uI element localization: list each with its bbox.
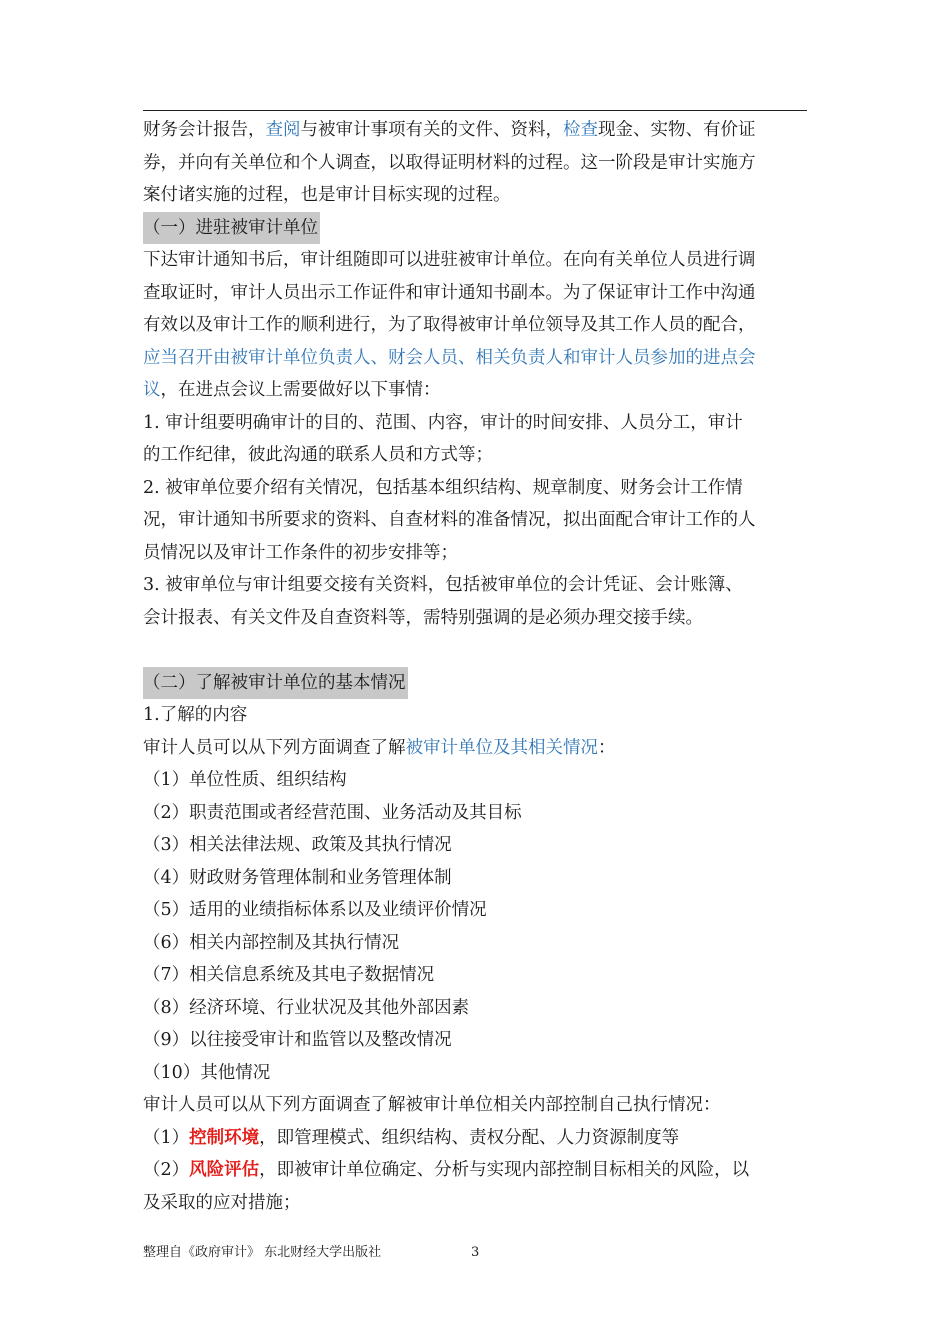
- paragraph-line: 券，并向有关单位和个人调查，以取得证明材料的过程。这一阶段是审计实施方: [143, 152, 756, 173]
- paragraph-line: 议，在进点会议上需要做好以下事情：: [143, 380, 441, 400]
- list-item: 的工作纪律，彼此沟通的联系人员和方式等；: [143, 445, 493, 465]
- document-body: [143, 114, 809, 1219]
- emphasis-risk-assessment: 风险评估: [189, 1160, 260, 1180]
- list-item: （7）相关信息系统及其电子数据情况: [143, 965, 435, 985]
- highlight-unit: 被审计单位及其相关情况: [405, 737, 598, 758]
- header-rule: [143, 110, 807, 111]
- highlight-meeting: 应当召开由被审计单位负责人、财会人员、相关负责人和审计人员参加的进点会: [143, 347, 756, 368]
- emphasis-control-environment: 控制环境: [189, 1127, 260, 1148]
- section-heading-1: （一）进驻被审计单位: [143, 212, 809, 245]
- paragraph-line: 有效以及审计工作的顺利进行，为了取得被审计单位领导及其工作人员的配合，: [143, 315, 756, 335]
- paragraph-line: 财务会计报告，查阅与被审计事项有关的文件、资料，检查现金、实物、有价证: [143, 120, 756, 140]
- section-heading-2: （二）了解被审计单位的基本情况: [143, 667, 809, 700]
- list-item: （9）以往接受审计和监管以及整改情况: [143, 1030, 452, 1050]
- list-item: 1. 审计组要明确审计的目的、范围、内容，审计的时间安排、人员分工，审计: [143, 412, 743, 433]
- list-item: （8）经济环境、行业状况及其他外部因素: [143, 997, 470, 1018]
- list-item: （1）控制环境，即管理模式、组织结构、责权分配、人力资源制度等: [143, 1127, 680, 1148]
- paragraph-line: 审计人员可以从下列方面调查了解被审计单位相关内部控制自己执行情况：: [143, 1095, 721, 1115]
- paragraph-line: 审计人员可以从下列方面调查了解被审计单位及其相关情况：: [143, 737, 616, 758]
- paragraph-line: 下达审计通知书后，审计组随即可以进驻被审计单位。在向有关单位人员进行调: [143, 250, 756, 270]
- list-item: （3）相关法律法规、政策及其执行情况: [143, 835, 452, 855]
- list-item: 员情况以及审计工作条件的初步安排等；: [143, 542, 458, 563]
- list-item: 2. 被审单位要介绍有关情况，包括基本组织结构、规章制度、财务会计工作情: [143, 477, 743, 498]
- footer-source: 整理自《政府审计》 东北财经大学出版社: [143, 1245, 382, 1260]
- list-item: （2）职责范围或者经营范围、业务活动及其目标: [143, 802, 522, 823]
- list-item: 况，审计通知书所要求的资料、自查材料的准备情况，拟出面配合审计工作的人: [143, 510, 756, 530]
- list-item: （2）风险评估，即被审计单位确定、分析与实现内部控制目标相关的风险，以: [143, 1160, 750, 1180]
- subheading: 1.了解的内容: [143, 705, 248, 725]
- highlight-inspect: 检查: [563, 120, 598, 140]
- list-item: （10）其他情况: [143, 1062, 271, 1083]
- list-item: （5）适用的业绩指标体系以及业绩评价情况: [143, 900, 487, 920]
- list-item: 及采取的应对措施；: [143, 1192, 301, 1213]
- page-number: 3: [471, 1245, 480, 1260]
- list-item: 3. 被审单位与审计组要交接有关资料，包括被审单位的会计凭证、会计账簿、: [143, 575, 743, 595]
- list-item: 会计报表、有关文件及自查资料等，需特别强调的是必须办理交接手续。: [143, 607, 703, 628]
- list-item: （6）相关内部控制及其执行情况: [143, 932, 400, 953]
- highlight-review: 查阅: [265, 120, 301, 140]
- list-item: （1）单位性质、组织结构: [143, 770, 347, 790]
- paragraph-line: 案付诸实施的过程，也是审计目标实现的过程。: [143, 185, 511, 205]
- paragraph-line: 查取证时，审计人员出示工作证件和审计通知书副本。为了保证审计工作中沟通: [143, 282, 756, 303]
- list-item: （4）财政财务管理体制和业务管理体制: [143, 867, 452, 888]
- blank-line: [143, 634, 809, 667]
